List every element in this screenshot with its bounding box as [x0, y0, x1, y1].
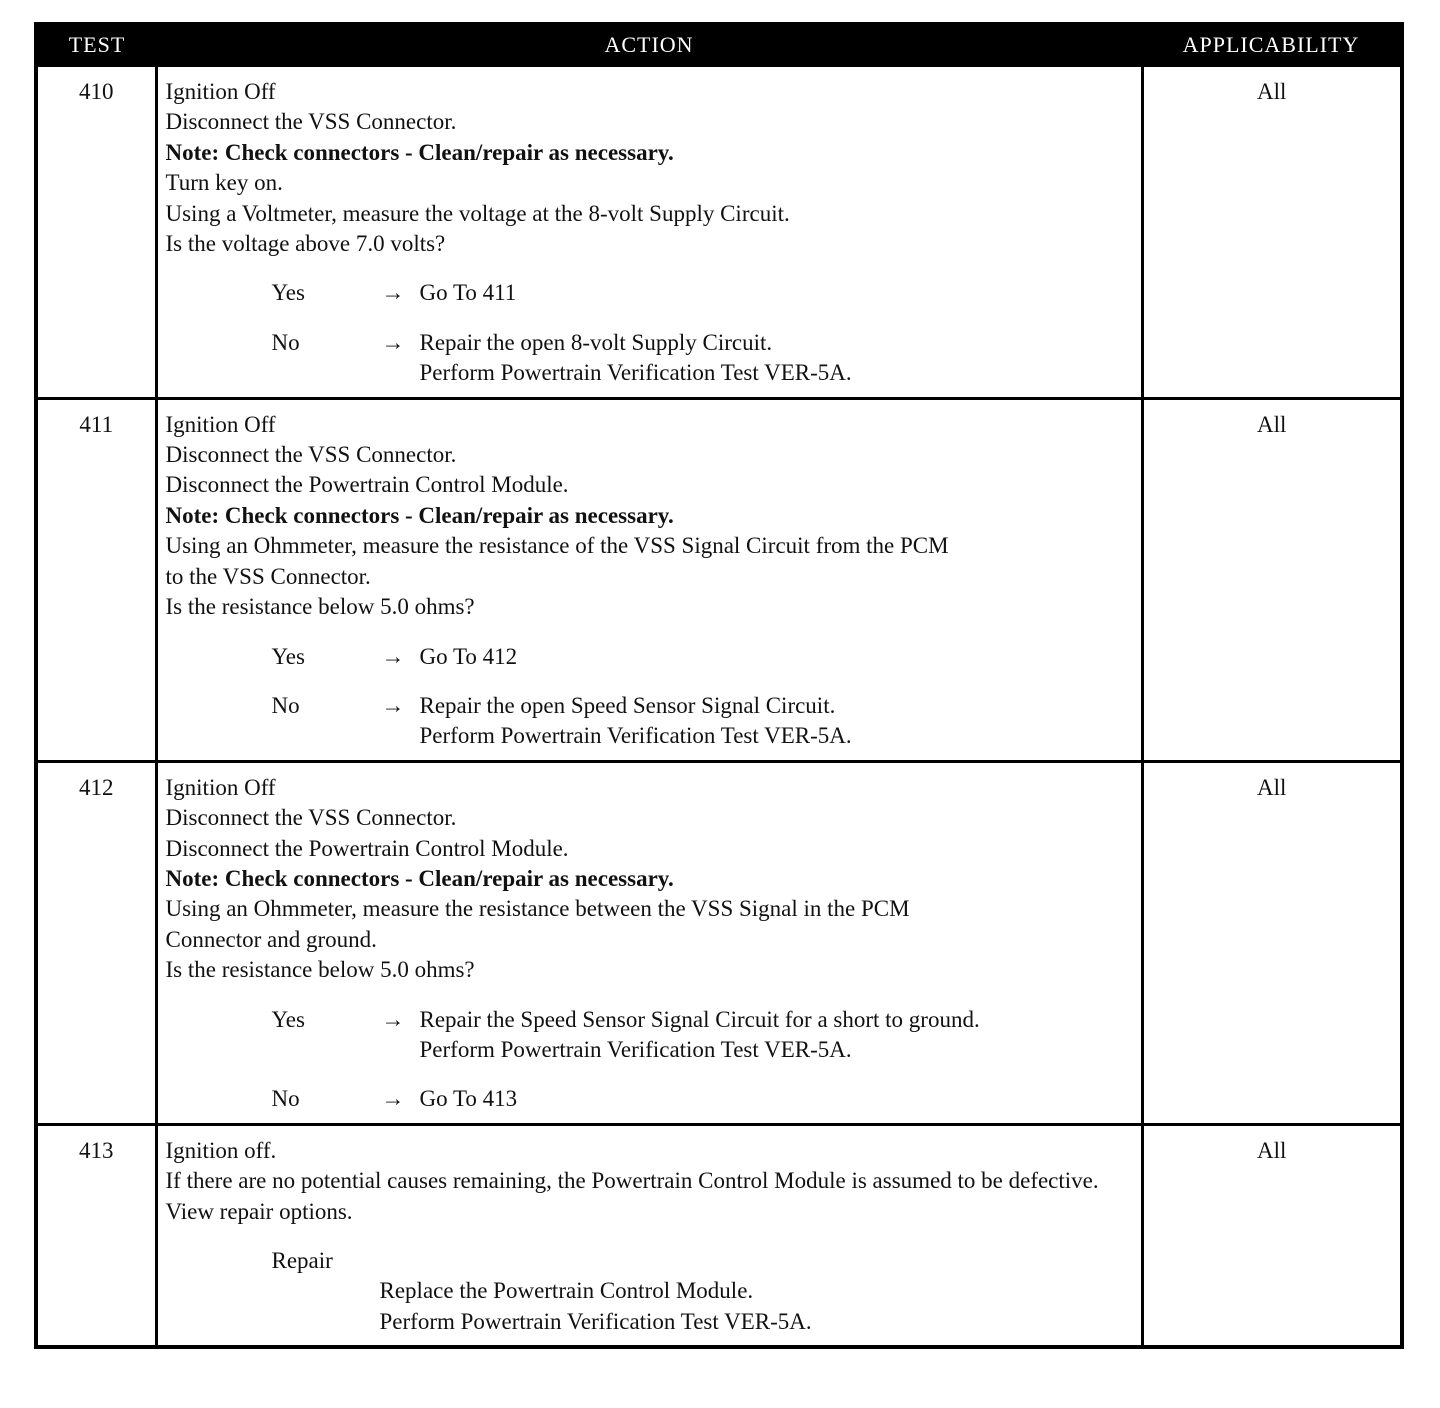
action-line: Using an Ohmmeter, measure the resistance between the VSS Signal in the PCM — [165, 896, 910, 922]
result-line: Go To 413 — [419, 1086, 518, 1112]
arrow-icon: → — [381, 1006, 405, 1032]
no-result — [420, 691, 1135, 752]
action-line: to the VSS Connector. — [165, 563, 371, 589]
action-line: Disconnect the Powertrain Control Module. — [165, 472, 569, 498]
action-line: View repair options. — [165, 1198, 353, 1224]
action-cell — [156, 66, 1142, 399]
action-line: Disconnect the VSS Connector. — [165, 805, 457, 831]
no-label: No — [271, 692, 300, 718]
action-line: Disconnect the VSS Connector. — [165, 442, 457, 468]
table-row — [36, 761, 1402, 1124]
applicability-value: All — [1142, 66, 1402, 399]
no-option — [272, 691, 1135, 752]
table-row — [36, 398, 1402, 761]
result-line: Perform Powertrain Verification Test VER-5A. — [419, 1036, 852, 1062]
action-line: Ignition Off — [165, 79, 276, 104]
no-result — [420, 328, 1135, 389]
yes-result — [420, 1005, 1135, 1066]
action-line: Using an Ohmmeter, measure the resistance of the VSS Signal Circuit from the PCM — [165, 533, 949, 559]
note-line: Note: Check connectors - Clean/repair as necessary. — [165, 502, 674, 528]
action-line: Connector and ground. — [165, 926, 377, 952]
applicability-value: All — [1142, 398, 1402, 761]
no-result — [420, 1084, 1135, 1114]
repair-step: Perform Powertrain Verification Test VER-5A. — [379, 1308, 812, 1334]
action-cell — [156, 761, 1142, 1124]
table-header-row — [36, 24, 1402, 66]
repair-section — [272, 1246, 1135, 1337]
no-option — [272, 328, 1135, 389]
repair-label: Repair — [271, 1248, 333, 1273]
applicability-value: All — [1142, 761, 1402, 1124]
result-line: Perform Powertrain Verification Test VER-5A. — [419, 723, 852, 749]
yes-label: Yes — [271, 1006, 305, 1032]
question-line: Is the voltage above 7.0 volts? — [165, 231, 446, 257]
yes-label: Yes — [271, 280, 305, 306]
header-test: TEST — [36, 24, 156, 66]
yes-result — [420, 642, 1135, 672]
diagnostic-page — [34, 22, 1400, 1349]
action-line: Ignition Off — [165, 774, 276, 800]
test-number: 412 — [36, 761, 156, 1124]
answer-options — [166, 1005, 1135, 1115]
repair-steps — [380, 1276, 1135, 1337]
arrow-icon: → — [381, 1086, 405, 1112]
action-cell — [156, 1124, 1142, 1347]
question-line: Is the resistance below 5.0 ohms? — [165, 594, 475, 620]
action-paragraph: If there are no potential causes remaining, the Powertrain Control Module is assumed to be defective. — [165, 1168, 1099, 1194]
header-applicability: APPLICABILITY — [1142, 24, 1402, 66]
arrow-icon: → — [381, 692, 405, 718]
yes-option — [272, 278, 1135, 308]
note-line: Note: Check connectors - Clean/repair as necessary. — [165, 139, 674, 165]
action-cell — [156, 398, 1142, 761]
table-row — [36, 66, 1402, 399]
test-number: 411 — [36, 398, 156, 761]
no-label: No — [271, 329, 300, 355]
table-row — [36, 1124, 1402, 1347]
result-line: Repair the open Speed Sensor Signal Circuit. — [419, 692, 836, 718]
yes-result — [420, 278, 1135, 308]
action-line: Using a Voltmeter, measure the voltage at the 8-volt Supply Circuit. — [165, 200, 790, 226]
yes-option — [272, 1005, 1135, 1066]
test-number: 410 — [36, 66, 156, 399]
result-line: Repair the Speed Sensor Signal Circuit for a short to ground. — [419, 1006, 980, 1032]
action-line: Disconnect the Powertrain Control Module. — [165, 835, 569, 861]
action-line: Ignition Off — [165, 411, 276, 437]
action-line: Ignition off. — [165, 1137, 277, 1163]
no-option — [272, 1084, 1135, 1114]
yes-label: Yes — [271, 643, 305, 669]
action-line: Disconnect the VSS Connector. — [165, 109, 457, 135]
answer-options — [166, 642, 1135, 752]
arrow-icon: → — [381, 643, 405, 669]
result-line: Repair the open 8-volt Supply Circuit. — [419, 329, 773, 355]
question-line: Is the resistance below 5.0 ohms? — [165, 957, 475, 983]
yes-option — [272, 642, 1135, 672]
answer-options — [166, 278, 1135, 388]
diagnostic-table — [34, 22, 1404, 1349]
note-line: Note: Check connectors - Clean/repair as necessary. — [165, 865, 674, 891]
no-label: No — [271, 1086, 300, 1112]
repair-step: Replace the Powertrain Control Module. — [379, 1278, 754, 1304]
test-number: 413 — [36, 1124, 156, 1347]
header-action: ACTION — [156, 24, 1142, 66]
result-line: Go To 411 — [419, 280, 517, 306]
arrow-icon: → — [381, 329, 405, 355]
result-line: Perform Powertrain Verification Test VER-5A. — [419, 360, 852, 386]
applicability-value: All — [1142, 1124, 1402, 1347]
arrow-icon: → — [381, 280, 405, 306]
action-line: Turn key on. — [165, 170, 283, 196]
result-line: Go To 412 — [419, 643, 518, 669]
